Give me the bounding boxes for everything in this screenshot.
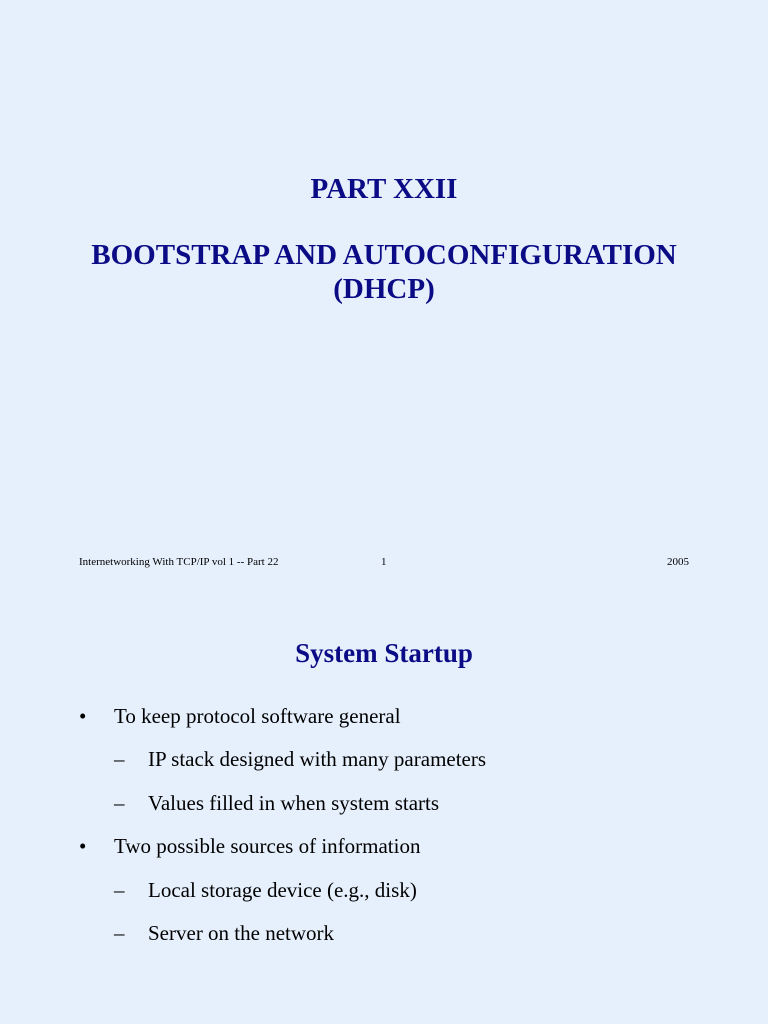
sub-bullet-text: Server on the network — [148, 921, 335, 945]
bullet-text: Two possible sources of information — [114, 834, 421, 858]
slide-title-line-2: (DHCP) — [333, 273, 435, 305]
dash-icon: – — [114, 791, 125, 815]
section-title: System Startup — [295, 638, 473, 668]
sub-bullet-text: Local storage device (e.g., disk) — [148, 878, 417, 902]
dash-icon: – — [114, 878, 125, 902]
slide-title — [0, 238, 768, 306]
bullet-icon: • — [79, 834, 87, 858]
bullet-text: To keep protocol software general — [114, 704, 401, 728]
footer-page-number: 1 — [381, 556, 387, 568]
bullet-icon: • — [79, 704, 87, 728]
dash-icon: – — [114, 921, 125, 945]
sub-bullet-text: IP stack designed with many parameters — [148, 747, 487, 771]
slide-title-line-1: BOOTSTRAP AND AUTOCONFIGURATION — [91, 239, 677, 271]
dash-icon: – — [114, 747, 125, 771]
footer-year: 2005 — [667, 556, 689, 568]
part-heading: PART XXII — [310, 173, 458, 205]
footer-source: Internetworking With TCP/IP vol 1 -- Part 22 — [79, 556, 279, 568]
sub-bullet-text: Values filled in when system starts — [148, 791, 440, 815]
